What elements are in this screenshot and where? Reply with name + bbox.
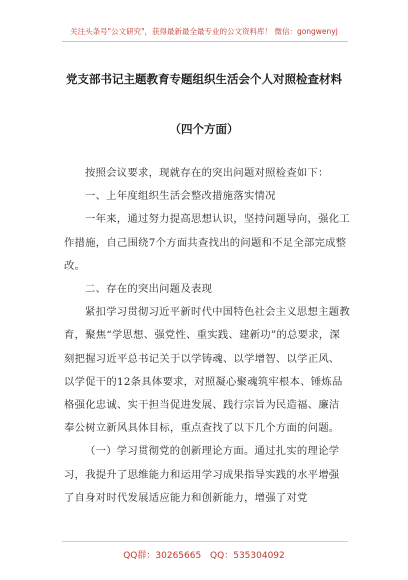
header-divider: [62, 41, 348, 42]
paragraph-intro: 按照会议要求，现就存在的突出问题对照检查如下：: [85, 167, 329, 179]
paragraph-section-1: 一年来，通过努力提高思想认识，坚持问题导向，强化工作措施，自己围绕7个方面共查找出的问题和不足全部完成整改。: [64, 213, 350, 272]
document-body: [64, 162, 350, 510]
footer-contact: QQ群：30265665 QQ：535304092: [123, 551, 285, 561]
paragraph-section-2: 紧扣学习贯彻习近平新时代中国特色社会主义思想主题教育，聚焦“学思想、强党性、重实践、建新功”的总要求，深刻把握习近平总书记关于以学铸魂、以学增智、以学正风、以学促干的12条具体要求，对照凝心聚魂筑牢根本、锤炼品格强化忠诚、实干担当促进发展、践行宗旨为民造福、廉洁奉公树立新风具体目标，重点查找了以下几个方面的问题。: [64, 306, 350, 435]
header-note: 关注头条号"公文研究"，获得最新最全最专业的公文资料库！ 微信：gongwenyj: [70, 27, 338, 36]
section-heading-1: 一、上年度组织生活会整改措施落实情况: [85, 190, 276, 203]
document-title: 党支部书记主题教育专题组织生活会个人对照检查材料: [66, 72, 342, 86]
footer-divider: [62, 541, 348, 542]
section-heading-2: 二、存在的突出问题及表现: [85, 283, 213, 296]
document-subtitle: （四个方面）: [169, 122, 239, 136]
paragraph-subsection-1: （一）学习贯彻党的创新理论方面。通过扎实的理论学习，我提升了思维能力和运用学习成果指导实践的水平增强了自身对时代发展适应能力和创新能力，增强了对党: [64, 445, 340, 504]
